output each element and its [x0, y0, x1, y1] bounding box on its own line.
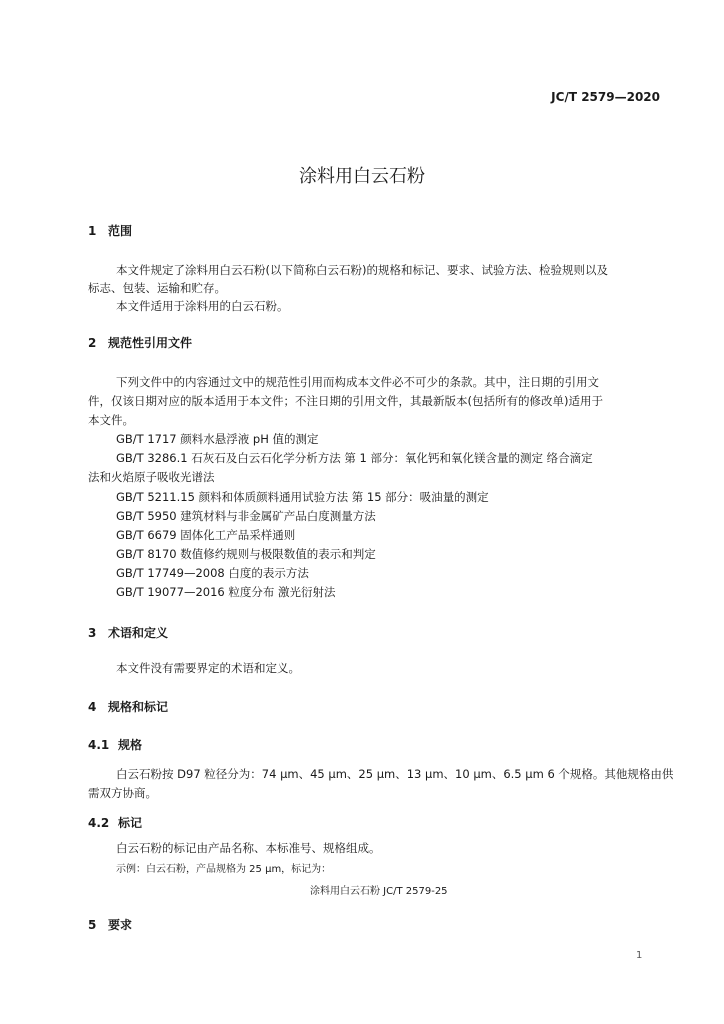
section-5-heading — [88, 916, 132, 933]
subsection-4-1-heading — [88, 736, 142, 753]
paragraph-line: 白云石粉的标记由产品名称、本标准号、规格组成。 — [116, 841, 381, 855]
reference-item-continued: 法和火焰原子吸收光谱法 — [88, 470, 215, 484]
section-title: 标记 — [118, 816, 143, 830]
paragraph-line: 本文件规定了涂料用白云石粉(以下简称白云石粉)的规格和标记、要求、试验方法、检验规则以及 — [116, 263, 608, 277]
reference-item: GB/T 5211.15 颜料和体质颜料通用试验方法 第 15 部分：吸油量的测定 — [116, 490, 489, 504]
paragraph-line: 本文件没有需要界定的术语和定义。 — [116, 661, 300, 675]
reference-item: GB/T 19077—2016 粒度分布 激光衍射法 — [116, 585, 336, 599]
section-title: 规范性引用文件 — [108, 336, 193, 350]
paragraph-line: 本文件。 — [88, 413, 134, 427]
paragraph-line: 需双方协商。 — [88, 786, 157, 800]
reference-item: GB/T 17749—2008 白度的表示方法 — [116, 566, 309, 580]
reference-item: GB/T 5950 建筑材料与非金属矿产品白度测量方法 — [116, 509, 376, 523]
paragraph-line: 本文件适用于涂料用的白云石粉。 — [116, 299, 289, 313]
section-number: 4 — [88, 700, 97, 714]
section-title: 要求 — [108, 918, 133, 932]
section-number: 4.2 — [88, 816, 110, 830]
page-number: 1 — [636, 950, 643, 961]
section-1-heading — [88, 222, 132, 239]
subsection-4-2-heading — [88, 814, 142, 831]
section-number: 2 — [88, 336, 97, 350]
reference-item: GB/T 8170 数值修约规则与极限数值的表示和判定 — [116, 547, 376, 561]
example-marking: 涂料用白云石粉 JC/T 2579-25 — [310, 886, 448, 897]
section-title: 术语和定义 — [108, 626, 169, 640]
section-number: 1 — [88, 224, 97, 238]
standard-number: JC/T 2579—2020 — [551, 90, 660, 104]
paragraph-line: 下列文件中的内容通过文中的规范性引用而构成本文件必不可少的条款。其中，注日期的引用文 — [116, 375, 599, 389]
section-2-heading — [88, 334, 192, 351]
section-title: 范围 — [108, 224, 133, 238]
section-number: 3 — [88, 626, 97, 640]
section-number: 4.1 — [88, 738, 110, 752]
example-note: 示例：白云石粉，产品规格为 25 μm，标记为： — [116, 864, 332, 875]
section-3-heading — [88, 624, 168, 641]
reference-item: GB/T 1717 颜料水悬浮液 pH 值的测定 — [116, 432, 319, 446]
paragraph-line: 白云石粉按 D97 粒径分为：74 μm、45 μm、25 μm、13 μm、10 μm、6.5 μm 6 个规格。其他规格由供 — [116, 767, 674, 781]
section-title: 规格和标记 — [108, 700, 169, 714]
section-4-heading — [88, 698, 168, 715]
paragraph-line: 件，仅该日期对应的版本适用于本文件；不注日期的引用文件，其最新版本(包括所有的修改单)适用于 — [88, 394, 603, 408]
reference-item: GB/T 6679 固体化工产品采样通则 — [116, 528, 296, 542]
reference-item: GB/T 3286.1 石灰石及白云石化学分析方法 第 1 部分：氧化钙和氧化镁含量的测定 络合滴定 — [116, 451, 593, 465]
section-title: 规格 — [118, 738, 143, 752]
paragraph-line: 标志、包装、运输和贮存。 — [88, 281, 226, 295]
document-title: 涂料用白云石粉 — [299, 166, 425, 187]
section-number: 5 — [88, 918, 97, 932]
